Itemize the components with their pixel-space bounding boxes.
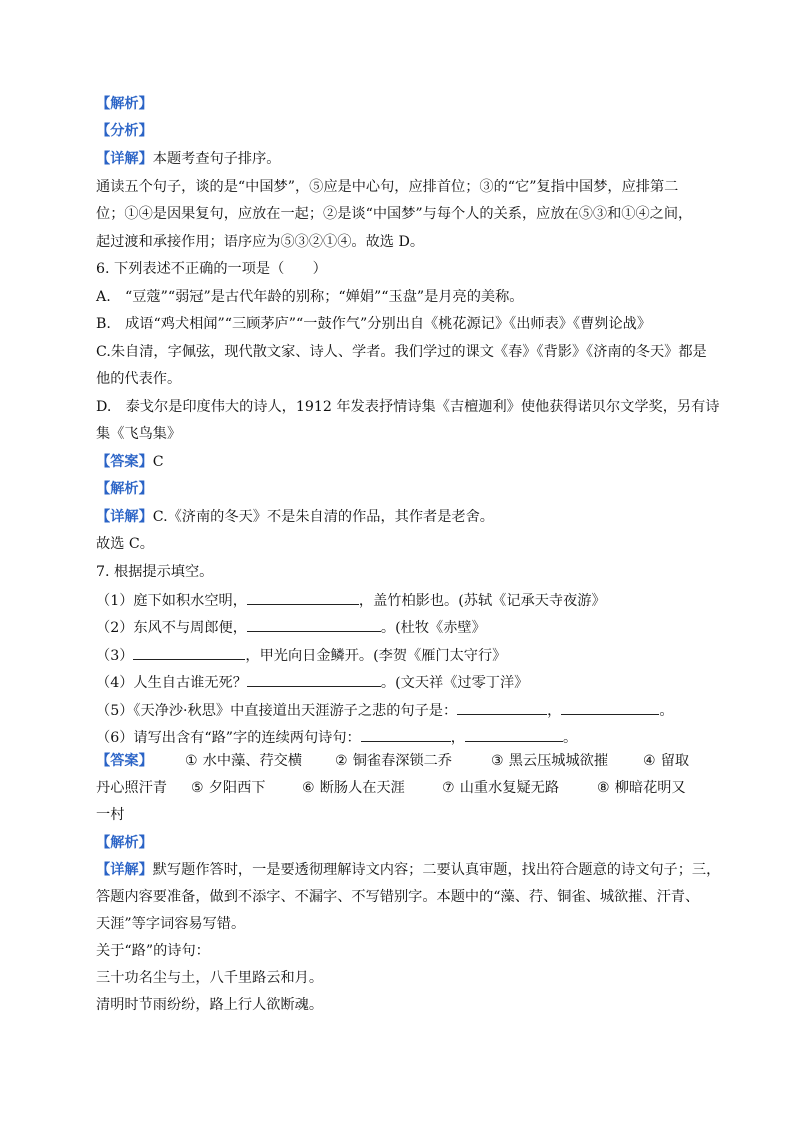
q6-option-b: B. 成语“鸡犬相闻”“三顾茅庐”“一鼓作气”分别出自《桃花源记》《出师表》《曹刿论战》 (96, 316, 652, 332)
q7-road-intro: 关于“路”的诗句： (96, 943, 210, 959)
answer-text: 柳暗花明又 (614, 780, 686, 796)
answer-number: ⑧ (597, 780, 610, 796)
q7-answer-1 (180, 751, 302, 771)
q7-answer-7 (437, 778, 559, 798)
q5-detail-lead: 本题考查句子排序。 (152, 151, 281, 167)
item-end: 。 (659, 703, 674, 719)
section-tag-daan: 【答案】 (96, 454, 153, 470)
item-source: ，甲光向日金鳞开。(李贺《雁门太守行》 (245, 648, 507, 664)
item-prompt: （4）人生自古谁无死？ (96, 675, 247, 691)
q6-option-d-cont: 集《飞鸟集》 (96, 426, 182, 442)
q7-road-line: 清明时节雨纷纷，路上行人欲断魂。 (96, 997, 324, 1013)
q6-stem: 6. 下列表述不正确的一项是（ ） (96, 261, 327, 277)
q7-detail-text: 默写题作答时，一是要透彻理解诗文内容；二要认真审题，找出符合题意的诗文句子；三， (152, 862, 721, 878)
answer-number: ⑥ (302, 780, 315, 796)
answer-number: ③ (491, 753, 504, 769)
answer-blank[interactable] (247, 671, 381, 687)
answer-text: 黑云压城城欲摧 (508, 753, 609, 769)
item-source: 。(文天祥《过零丁洋》 (380, 675, 529, 691)
item-prompt: （5）《天净沙·秋思》中直接道出天涯游子之悲的句子是： (96, 703, 458, 719)
answer-text: 夕阳西下 (208, 780, 266, 796)
q7-item-2 (96, 616, 486, 638)
q7-answer-8 (592, 778, 686, 798)
q7-answer-5 (186, 778, 266, 798)
q7-item-1 (96, 589, 606, 611)
q5-explanation-line: 起过渡和承接作用；语序应为⑤③②①④。故选 D。 (96, 234, 425, 250)
answer-text: 断肠人在天涯 (319, 780, 405, 796)
answer-blank[interactable] (361, 726, 451, 742)
item-sep: ， (450, 730, 465, 746)
q6-detail: C.《济南的冬天》不是朱自清的作品，其作者是老舍。 (152, 509, 494, 525)
q5-explanation-line: 通读五个句子，谈的是“中国梦”，⑤应是中心句，应排首位；③的“它”复指中国梦，应排第二 (96, 179, 679, 195)
answer-blank[interactable] (561, 699, 659, 715)
q6-answer-line (96, 452, 164, 472)
section-tag-jiexi: 【解析】 (96, 481, 153, 497)
q7-answer-3 (486, 751, 608, 771)
item-source: 。(杜牧《赤壁》 (380, 620, 486, 636)
q7-detail-line: 答题内容要准备，做到不添字、不漏字、不写错别字。本题中的“藻、荇、铜雀、城欲摧、汗青、 (96, 889, 700, 905)
q6-option-c: C.朱自清，字佩弦，现代散文家、诗人、学者。我们学过的课文《春》《背影》《济南的冬天》都是 (96, 344, 707, 360)
answer-text: 铜雀春深锁二乔 (352, 753, 453, 769)
q7-item-5 (96, 699, 674, 721)
item-prompt: （3） (96, 648, 134, 664)
q7-answer-6 (297, 778, 405, 798)
answer-number: ④ (643, 753, 656, 769)
q6-option-a: A. “豆蔻”“弱冠”是古代年龄的别称；“婵娟”“玉盘”是月亮的美称。 (96, 289, 524, 305)
answer-text: 留取 (660, 753, 690, 769)
q7-item-3 (96, 644, 506, 666)
answer-blank[interactable] (457, 699, 547, 715)
answer-blank[interactable] (133, 644, 245, 660)
q7-answer-4-cont: 丹心照汗青 (96, 780, 167, 796)
answer-blank[interactable] (247, 589, 359, 605)
q6-conclusion: 故选 C。 (96, 536, 154, 552)
answer-number: ⑦ (442, 780, 455, 796)
q6-option-c-cont: 他的代表作。 (96, 371, 182, 387)
answer-text: 山重水复疑无路 (459, 780, 560, 796)
section-tag-xiangjie: 【详解】 (96, 509, 153, 525)
section-tag-xiangjie: 【详解】 (96, 151, 153, 167)
answer-number: ⑤ (191, 780, 204, 796)
section-tag-jiexi: 【解析】 (96, 96, 153, 112)
answer-number: ② (335, 753, 348, 769)
section-tag-xiangjie: 【详解】 (96, 862, 153, 878)
q7-answer-8-cont: 一村 (96, 807, 125, 823)
item-prompt: （1）庭下如积水空明， (96, 593, 247, 609)
answer-text: 水中藻、荇交横 (202, 753, 303, 769)
item-source: ，盖竹柏影也。(苏轼《记承天寺夜游》 (358, 593, 606, 609)
item-end: 。 (562, 730, 578, 746)
q7-detail-line (96, 860, 720, 880)
answer-number: ① (185, 753, 198, 769)
q7-answer-2 (330, 751, 452, 771)
q7-item-4 (96, 671, 528, 693)
q7-item-6 (96, 726, 577, 748)
answer-blank[interactable] (465, 726, 563, 742)
section-tag-fenxi: 【分析】 (96, 123, 153, 139)
q7-stem: 7. 根据提示填空。 (96, 564, 214, 580)
q6-option-d: D. 泰戈尔是印度伟大的诗人，1912 年发表抒情诗集《吉檀迦利》使他获得诺贝尔文学奖，另有诗 (96, 399, 720, 415)
q5-explanation-line: 位；①④是因果复句，应放在一起；②是谈“中国梦”与每个人的关系，应放在⑤③和①④之间， (96, 206, 693, 222)
q7-answer-4 (638, 751, 689, 771)
item-sep: ， (547, 703, 562, 719)
q6-detail-line (96, 507, 494, 527)
answer-blank[interactable] (247, 616, 381, 632)
item-prompt: （6）请写出含有“路”字的连续两句诗句： (96, 730, 361, 746)
section-tag-jiexi: 【解析】 (96, 835, 153, 851)
q5-detail-line (96, 149, 280, 169)
item-prompt: （2）东风不与周郎便， (96, 620, 247, 636)
q7-road-line: 三十功名尘与土，八千里路云和月。 (96, 970, 324, 986)
q7-detail-line: 天涯”等字词容易写错。 (96, 916, 246, 932)
q6-answer: C (152, 454, 164, 470)
section-tag-daan: 【答案】 (96, 753, 153, 769)
